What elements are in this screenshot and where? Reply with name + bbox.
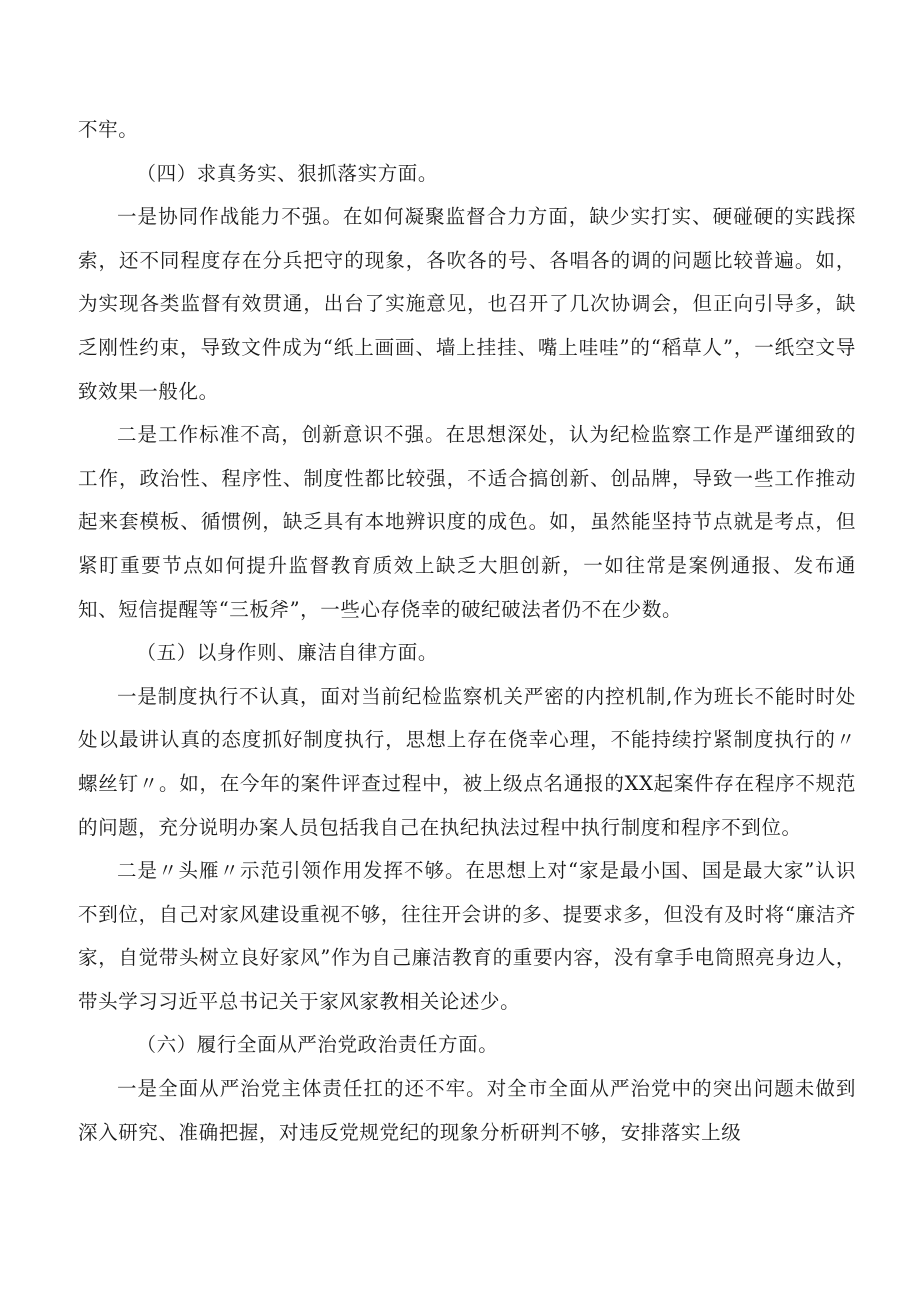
section-heading-5: （五）以身作则、廉洁自律方面。: [136, 641, 439, 665]
paragraph-innovation: 二是工作标准不高，创新意识不强。在思想深处，认为纪检监察工作是严谨细致的工作，政治性、程序性、制度性都比较强，不适合搞创新、创品牌，导致一些工作推动起来套模板、循惯例，缺乏具有本地辨识度的成色。如，虽然能坚持节点就是考点，但紧盯重要节点如何提升监督教育质效上缺乏大胆创新，一如往常是案例通报、发布通知、短信提醒等“三板斧”，一些心存侥幸的破纪破法者仍不在少数。: [78, 423, 856, 621]
paragraph-continuation: 不牢。: [78, 118, 139, 141]
document-body: [78, 108, 856, 1154]
section-heading-4: （四）求真务实、狠抓落实方面。: [136, 161, 439, 185]
paragraph-coordination: 一是协同作战能力不强。在如何凝聚监督合力方面，缺少实打实、硬碰硬的实践探索，还不同程度存在分兵把守的现象，各吹各的号、各唱各的调的问题比较普遍。如，为实现各类监督有效贯通，出台了实施意见，也召开了几次协调会，但正向引导多，缺乏刚性约束，导致文件成为“纸上画画、墙上挂挂、嘴上哇哇”的“稻草人”，一纸空文导致效果一般化。: [78, 205, 856, 403]
section-heading-6: （六）履行全面从严治党政治责任方面。: [136, 1033, 499, 1057]
paragraph-role-model: 二是〃头雁〃示范引领作用发挥不够。在思想上对“家是最小国、国是最大家”认识不到位，自己对家风建设重视不够，往往开会讲的多、提要求多，但没有及时将“廉洁齐家，自觉带头树立良好家风”作为自己廉洁教育的重要内容，没有拿手电筒照亮身边人，带头学习习近平总书记关于家风家教相关论述少。: [78, 859, 856, 1013]
paragraph-system-execution: 一是制度执行不认真，面对当前纪检监察机关严密的内控机制,作为班长不能时时处处以最讲认真的态度抓好制度执行，思想上存在侥幸心理，不能持续拧紧制度执行的〃螺丝钉〃。如，在今年的案件评查过程中，被上级点名通报的XX起案件存在程序不规范的问题，充分说明办案人员包括我自己在执纪执法过程中执行制度和程序不到位。: [78, 684, 856, 839]
paragraph-responsibility: 一是全面从严治党主体责任扛的还不牢。对全市全面从严治党中的突出问题未做到深入研究、准确把握，对违反党规党纪的现象分析研判不够，安排落实上级: [78, 1077, 856, 1144]
